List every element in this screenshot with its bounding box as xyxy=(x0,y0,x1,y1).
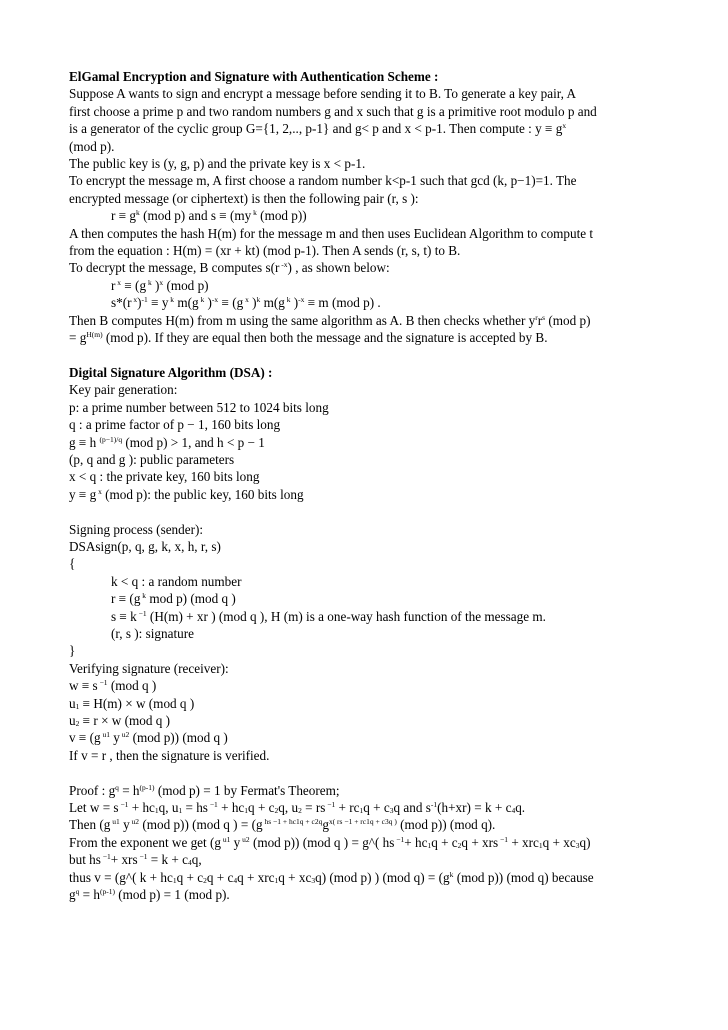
elgamal-formula-1: $r \equiv g^k$ (mod p) and s ≡ (my $^k$ (mod p)) xyxy=(111,208,307,224)
elgamal-line-8: A then computes the hash H(m) for the message m and then uses Euclidean Algorithm to compute t xyxy=(69,225,594,241)
elgamal-line-7: encrypted message (or ciphertext) is then the following pair (r, s ): xyxy=(69,190,419,206)
elgamal-line-6: To encrypt the message m, A first choose a random number k<p-1 such that gcd (k, p−1)=1. The xyxy=(69,173,577,189)
section-spacer xyxy=(69,347,669,364)
elgamal-line-1: Suppose A wants to sign and encrypt a message before sending it to B. To generate a key pair, A xyxy=(69,86,577,102)
elgamal-line-9: from the equation : H(m) = (xr + kt) (mod p-1). Then A sends (r, s, t) to B. xyxy=(69,243,461,259)
keypair-line-3: g ≡ h $^{(p-1)/q}$ (mod p) > 1, and h < p − 1 xyxy=(69,434,265,450)
brace-open: { xyxy=(69,556,76,572)
elgamal-line-5: The public key is (y, g, p) and the private key is x < p-1. xyxy=(69,156,366,172)
verifying-line-3: $u_2 \equiv r \times w$ (mod q ) xyxy=(69,713,171,728)
keypair-line-1: p: a prime number between 512 to 1024 bits long xyxy=(69,399,329,415)
proof-line-1: Proof : $g^q = h^{(p-1)}$ (mod p) = 1 by Fermat's Theorem; xyxy=(69,782,340,798)
elgamal-title: ElGamal Encryption and Signature with Authentication Scheme : xyxy=(69,69,439,84)
elgamal-line-12: = $g^{H(m)}$ (mod p). If they are equal then both the message and the signature is accepted by B. xyxy=(69,330,548,346)
signing-heading: Signing process (sender): xyxy=(69,521,204,537)
verifying-line-1: w ≡ s $^{-1}$ (mod q ) xyxy=(69,678,157,694)
keypair-line-2: q : a prime factor of p − 1, 160 bits long xyxy=(69,417,281,433)
proof-line-2: Let w = s $^{-1} + hc_1q$, $u_1$ = hs $^{-1} + hc_1q + c_2q$, $u_2$ = rs $^{-1} + rc_1q + c_3q$ and $s^{-1}(h+xr) = k + c_4q$. xyxy=(69,800,526,816)
dsa-title: Digital Signature Algorithm (DSA) : xyxy=(69,364,273,380)
keypair-heading: Key pair generation: xyxy=(69,382,178,398)
document-page xyxy=(69,68,669,903)
section-spacer xyxy=(69,764,669,781)
proof-line-4: From the exponent we get (g $^{u1}$ y $^{u2}$ (mod p)) (mod q ) = g^( hs $^{-1}+ hc_1q + c_2q$ + xrs $^{-1} + xrc_1q + xc_3q$) xyxy=(69,834,591,850)
verifying-line-5: If v = r , then the signature is verified. xyxy=(69,747,270,763)
elgamal-line-4: (mod p). xyxy=(69,138,115,154)
elgamal-formula-3: s*(r $^x$)$^{-1}$ ≡ y $^k$ m(g $^k$ )$^{-x}$ ≡ (g $^x$ )$^k$ m(g $^k$ )$^{-x}$ ≡ m (mod p) . xyxy=(111,295,381,311)
elgamal-line-11: Then B computes H(m) from m using the same algorithm as A. B then checks whether $y^rr^s$ (mod p) xyxy=(69,312,591,328)
signing-step-1: k < q : a random number xyxy=(111,573,242,589)
elgamal-line-10: To decrypt the message, B computes s(r $^{-x}$) , as shown below: xyxy=(69,260,390,276)
verifying-line-4: v ≡ (g $^{u1}$ y $^{u2}$ (mod p)) (mod q ) xyxy=(69,730,228,746)
proof-line-5: but hs $^{-1}$+ xrs $^{-1} = k + c_4q$, xyxy=(69,852,202,868)
elgamal-formula-2: r $^x$ ≡ (g $^k$ )$^x$ (mod p) xyxy=(111,277,209,293)
elgamal-line-3-text: is a generator of the cyclic group G={1, 2,.., p-1} and g< p and x < p-1. Then compute : y ≡ g xyxy=(69,121,563,137)
brace-close: } xyxy=(69,643,76,659)
verifying-heading: Verifying signature (receiver): xyxy=(69,660,229,676)
proof-line-6: thus v = (g^( $k + hc_1q + c_2q + c_4q + xrc_1q + xc_3q$) (mod p) ) (mod $q) = (g^k$ (mod p)) (mod q) because xyxy=(69,869,594,885)
keypair-line-4: (p, q and g ): public parameters xyxy=(69,451,235,467)
proof-line-3: Then (g $^{u1}$ y $^{u2}$ (mod p)) (mod q ) = (g $^{hs -1 + hc1q + c2q}g^{x( rs -1 + rc1q + c3q )}$ (mod p)) (mod q). xyxy=(69,817,496,833)
section-spacer xyxy=(69,503,669,520)
signing-step-2: r ≡ (g $^k$ mod p) (mod q ) xyxy=(111,591,236,607)
proof-line-7: $g^q = h^{(p-1)}$ (mod p) = 1 (mod p). xyxy=(69,887,230,903)
signing-step-4: (r, s ): signature xyxy=(111,625,194,641)
elgamal-line-2: first choose a prime p and two random numbers g and x such that g is a primitive root modulo p and xyxy=(69,103,597,119)
keypair-line-5: x < q : the private key, 160 bits long xyxy=(69,469,260,485)
signing-step-3: s ≡ k $^{-1}$ (H(m) + xr ) (mod q ), H (m) is a one-way hash function of the message m. xyxy=(111,608,546,624)
elgamal-line-3 xyxy=(69,120,669,137)
keypair-line-6: y ≡ g $^x$ (mod p): the public key, 160 bits long xyxy=(69,486,304,502)
signing-function-call: DSAsign(p, q, g, k, x, h, r, s) xyxy=(69,538,221,554)
verifying-line-2: $u_1 \equiv H(m) \times w$ (mod q ) xyxy=(69,695,195,711)
elgamal-line-3-exponent: x xyxy=(562,121,567,131)
